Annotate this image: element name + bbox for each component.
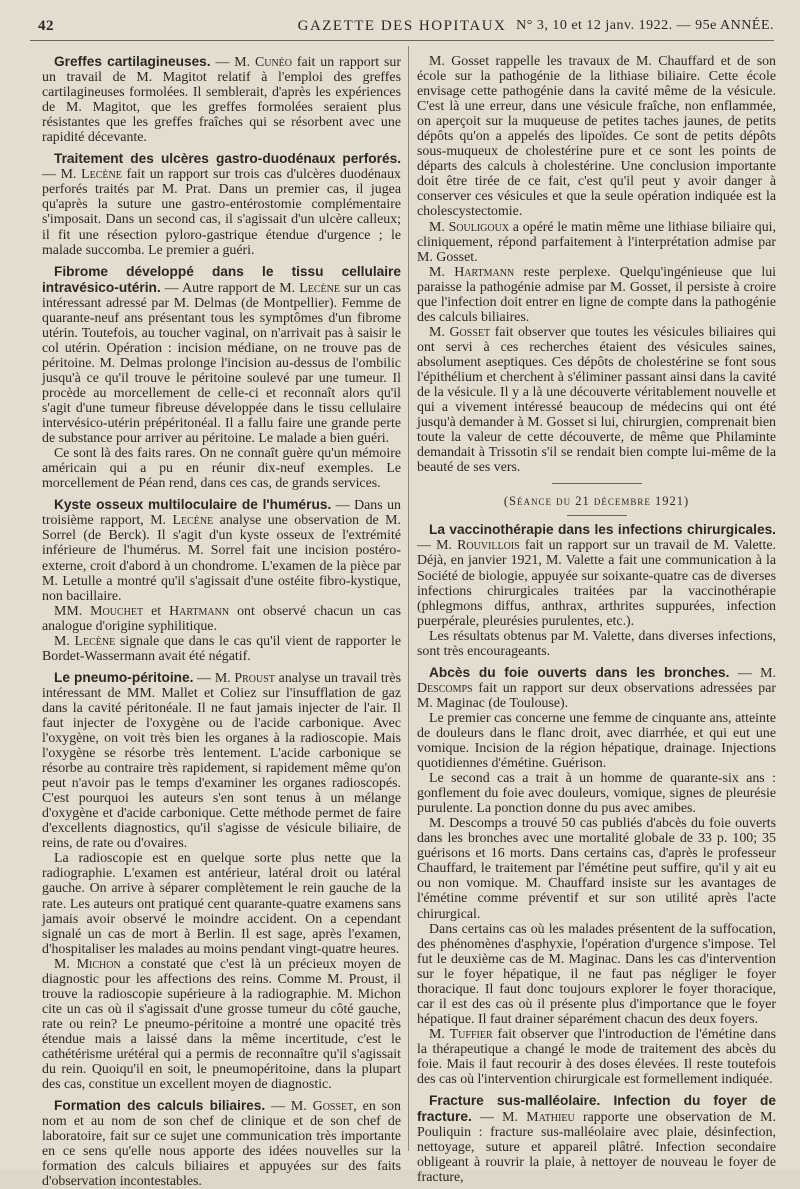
paragraph-lead: M. Descomps a trouvé 50 cas publiés d'abcès du foie ouverts dans les bronches avec une mortalité globale de 33 p. 100; 35 guérisons et 16 morts. Dans certains cas, d'après le professeur Chauffard, le traitement par l'émétine peut suffire, qu'il y ait eu ou non vomique. M. Chauffard insiste sur les avantages de l'émétine comme préventif et sur son utilité après l'acte chirurgical.: [417, 816, 776, 922]
paragraph-text: analyse une observation de M. Sorrel (de Berck). Il s'agit d'un kyste osseux de l'extrémité inférieure de l'humérus. M. Sorrel fait une incision postéro-externe, croit d'abord à un chondrome. L'examen de la pièce par M. Letulle a montré qu'il s'agissait d'une ostéite fibro-kystique, non bacillaire.: [42, 513, 401, 604]
right-column-part-2: [417, 522, 776, 1185]
seance-rule: [567, 515, 627, 516]
paragraph-connector: et: [143, 603, 170, 619]
paragraph-lead: — Dans un troisième rapport, M.: [42, 498, 401, 529]
left-column: [42, 54, 402, 1189]
article-title: Le pneumo-péritoine.: [54, 669, 194, 685]
author-name: Hartmann: [454, 264, 515, 280]
author-name: Michon: [76, 956, 121, 972]
author-name: Cunéo: [254, 55, 292, 70]
paragraph-lead: — M.: [265, 1099, 313, 1115]
paragraph: [417, 629, 776, 659]
paragraph-text: Le premier cas concerne une femme de cinquante ans, atteinte de douleurs dans le flanc droit, avec diarrhée, et qui eut une vomique. Incision de la région hépatique, drainage. Injections quotidiennes d'émétine. Guérison.: [417, 710, 776, 772]
paragraph-lead: M.: [429, 264, 455, 280]
paragraph-text: fait un rapport sur deux observations adressées par M. Maginac (de Toulouse).: [417, 680, 776, 711]
paragraph-text: signale que dans le cas qu'il vient de rapporter le Bordet-Wassermann avait été négatif.: [42, 633, 401, 664]
running-header: [30, 14, 774, 41]
article-title: La vaccinothérapie dans les infections chirurgicales.: [429, 522, 776, 538]
paragraph-text: fait observer que toutes les vésicules biliaires qui ont servi à ces recherches étaient des vésicules saines, absolument aseptiques. Ces dépôts de cholestérine se font sous l'épithélium et cherchent à s'éliminer passant ainsi dans la cavité de la vésicule. Il y a là une découverte véritablement nouvelle et qui a vivement intéressé beaucoup de médecins qui ont été jusqu'à demander à M. Gosset si lui, chirurgien, comprenait bien toute la valeur de cette découverte, de même que Philaminte demandait à Trissotin s'il se rendait bien compte lui-même de la beauté de ses vers.: [417, 324, 776, 476]
article-paragraph: [417, 522, 776, 628]
right-column-part-1: [417, 54, 776, 475]
article-title: Kyste osseux multiloculaire de l'humérus.: [54, 497, 332, 513]
paragraph: [417, 816, 776, 921]
paragraph-lead: M.: [429, 324, 450, 340]
paragraph-text: fait un rapport sur un travail de M. Valette. Déjà, en janvier 1921, M. Valette a fait une communication à la Société de biologie, appuyée sur soixante-quatre cas de diverses infections chirurgicales traitées par la vaccinothérapie (phlegmons diffus, anthrax, arthrites suppurées, infection puerpérale, pleurésies purulentes, etc.).: [417, 538, 776, 629]
right-column: [417, 54, 777, 1186]
paragraph-text: fait un rapport sur un travail de M. Magitot relatif à l'emploi des greffes cartilagineuses formolées. Il semblerait, d'après les expériences de M. Magitot, que les greffes formolées seraient plus résistantes que les greffes fraîches qui se résorbent avec une rapidité décevante.: [42, 55, 401, 146]
paragraph: [417, 1027, 776, 1087]
paragraph-text: La radioscopie est en quelque sorte plus nette que la radiographie. L'examen est antérieur, latéral droit ou latéral gauche. On arrive à séparer complètement le rein gauche de la rate. Les auteurs ont pratiqué cent quarante-quatre examens sans jamais avoir observé le moindre accident. On a cependant signalé un cas de mort à Berlin. Il est sage, après l'examen, d'hospitaliser les malades au moins pendant vingt-quatre heures.: [42, 851, 401, 957]
article-paragraph: [42, 670, 401, 852]
paragraph-lead: — M.: [193, 670, 235, 686]
article-paragraph: [42, 264, 401, 447]
paragraph: [417, 265, 776, 325]
article-paragraph: [417, 1093, 776, 1185]
paragraph: [42, 634, 401, 664]
journal-title: GAZETTE DES HOPITAUX: [297, 18, 507, 34]
paragraph: [42, 957, 401, 1092]
paragraph: [417, 771, 776, 816]
paragraph-lead: — M.: [471, 1110, 527, 1126]
paragraph: [42, 446, 401, 491]
author-name: Lecène: [81, 167, 122, 183]
paragraph-lead: — M.: [42, 167, 82, 183]
article-paragraph: [42, 151, 401, 257]
paragraph-text: a opéré le matin même une lithiase biliaire qui, cliniquement, répond parfaitement à l'interprétation admise par M. Gosset.: [417, 219, 776, 265]
author-name: Descomps: [417, 680, 473, 696]
paragraph-text: sur un cas intéressant adressé par M. Delmas (de Montpellier). Femme de quarante-neuf ans présentant tous les symptômes d'un fibrome utérin. Toutefois, au toucher vaginal, on n'arrivait pas à saisir le col utérin. Opération : incision médiane, on ne trouve pas de péritoine. M. Delmas prolonge l'incision au-dessus de l'ombilic jusqu'à ce qu'il trouve le péritoine soulevé par une tumeur. Il procède au morcellement de celle-ci et reconnaît alors qu'il s'agit d'une tumeur fibreuse développée dans le tissu cellulaire intervésico-utérin prépéritonéal. Il a fallu faire une grande perte de substance pour arriver au péritoine. Le malade a bien guéri.: [42, 280, 401, 447]
author-name: Gosset: [312, 1099, 354, 1115]
paragraph-lead: M.: [54, 633, 75, 649]
paragraph-text: Le second cas a trait à un homme de quarante-six ans : gonflement du foie avec douleurs, vomique, signes de pleurésie purulente. La ponction donne du pus avec amibes.: [417, 771, 776, 817]
author-name: Souligoux: [448, 219, 510, 235]
paragraph-lead: — M.: [210, 55, 255, 70]
article-paragraph: [42, 54, 401, 145]
paragraph-text: ont observé chacun un cas analogue d'origine syphilitique.: [42, 603, 401, 634]
article-title: Formation des calculs biliaires.: [54, 1098, 266, 1114]
paragraph-lead: M.: [429, 1026, 450, 1042]
paragraph-lead: M.: [54, 956, 77, 972]
article-title: Fibrome développé dans le tissu cellulaire intravésico-utérin.: [42, 263, 401, 295]
paragraph-lead: M. Gosset rappelle les travaux de M. Chauffard et de son école sur la pathogénie de la lithiase biliaire. Cette école envisage cette pathogénie dans la cavité même de la vésicule. C'est là une erreur, dans une vésicule fraîche, non enflammée, on aperçoit sur la muqueuse de petites taches jaunes, de petits dépôts qu'on a appelés des lipoïdes. Ce sont de petits dépôts sous-muqueux de cholestérine pure et ce sont les points de départs des calculs à cholestérine. Une conclusion importante doit être tirée de ce fait, c'est qu'il peut y avoir danger à conserver ces vésicules et que la seule opération indiquée est la cholescystectomie.: [417, 54, 776, 220]
author-name: Lecène: [172, 513, 214, 529]
author-name: Hartmann: [169, 603, 230, 619]
paragraph: [417, 54, 776, 220]
paragraph-text: fait observer que l'introduction de l'émétine dans la thérapeutique a changé le mode de traitement des abcès du foie. Mais il faut recourir à des doses élevées. Il reste toutefois des cas où l'intervention chirurgicale est formellement indiquée.: [417, 1026, 777, 1088]
issue-info: N° 3, 10 et 12 janv. 1922. — 95e ANNÉE.: [516, 18, 774, 33]
author-name: Lecène: [299, 280, 340, 296]
author-name: Mathieu: [526, 1110, 575, 1126]
paragraph-text: a constaté que c'est là un précieux moyen de diagnostic pour les affections des reins. Comme M. Proust, il trouve la radioscopie supérieure à la radiographie. M. Michon cite un cas où il s'agissait d'une grosse tumeur du côté gauche, rate ou rein? Le pneumo-péritoine a montré une opacité très étendue mais a laissé dans la même incertitude, c'est le cathétérisme urétéral qui a permis de reconnaître qu'il s'agissait du rein. Quoiqu'il en soit, le pneumopéritoine, dans la plupart des cas, constitue un excellent moyen de diagnostic.: [42, 956, 402, 1093]
author-name: Proust: [234, 670, 275, 686]
paragraph-text: rapporte une observation de M. Pouliquin : fracture sus-malléolaire avec plaie, désinfection, nettoyage, suture et appareil plâtré. Infection secondaire obligeant à rouvrir la plaie, à nettoyer de nouveau le foyer de fracture,: [417, 1110, 776, 1186]
paragraph-lead: — M.: [417, 538, 458, 554]
article-title: Traitement des ulcères gastro-duodénaux perforés.: [54, 151, 401, 167]
author-name: Tuffier: [449, 1026, 493, 1042]
article-title: Fracture sus-malléolaire. Infection du foyer de fracture.: [417, 1093, 776, 1125]
article-title: Abcès du foie ouverts dans les bronches.: [429, 664, 730, 680]
paragraph: [417, 220, 776, 265]
paragraph-text: fait un rapport sur trois cas d'ulcères duodénaux perforés traités par M. Prat. Dans un premier cas, il jugea qu'après la suture une gastro-entérostomie complémentaire s'imposait. Dans un second cas, il s'agissait d'un ulcère calleux; il fit une résection pyloro-gastrique étendue d'urgence ; le malade succomba. Le premier a guéri.: [42, 167, 401, 258]
paragraph-text: reste perplexe. Quelqu'ingénieuse que lui paraisse la pathogénie admise par M. Gosset, il persiste à croire que l'infection doit entrer en ligne de compte dans la pathogénie des calculs biliaires.: [417, 264, 777, 325]
paragraph: [417, 922, 776, 1027]
author-name: Gosset: [449, 324, 491, 340]
paragraph-text: Ce sont là des faits rares. On ne connaît guère qu'un mémoire américain qui a pu en réunir dix-neuf exemples. Le morcellement de Péan rend, dans ces cas, de grands services.: [42, 446, 401, 492]
article-title: Greffes cartilagineuses.: [54, 54, 211, 69]
paragraph: [417, 325, 776, 475]
article-paragraph: [42, 1098, 401, 1189]
seance-heading: (Séance du 21 décembre 1921): [503, 494, 690, 509]
column-divider: [408, 46, 409, 1151]
author-name: Rouvillois: [457, 538, 520, 554]
article-paragraph: [417, 665, 776, 711]
paragraph-text: , en son nom et au nom de son chef de clinique et de son chef de laboratoire, fait sur ce sujet une communication très importante en ce sens qu'elle nous apporte des idées nouvelles sur la formation des calculs biliaires et appuyées sur des faits d'observation incontestables.: [42, 1099, 401, 1189]
paragraph-text: Les résultats obtenus par M. Valette, dans diverses infections, sont très encourageants.: [417, 628, 776, 659]
author-name: Mouchet: [90, 603, 144, 619]
paragraph-text: analyse un travail très intéressant de MM. Mallet et Coliez sur l'insufflation de gaz dans la cavité péritonéale. Il ne faut jamais injecter de l'air. Il faut injecter de l'oxygène ou de l'acide carbonique. Avec l'oxygène, on voit très bien les organes à la radioscopie. Mais l'oxygène se résorbe très lentement. L'acide carbonique se résorbe au contraire très rapidement, si rapidement même qu'on peut n'avoir pas le temps d'examiner les organes radioscopés. C'est pourquoi les auteurs s'en sont tenus à un mélange d'oxygène et d'acide carbonique. Cette méthode permet de faire d'excellents diagnostics, qu'il s'agisse de vésicule biliaire, de reins, de rate ou d'ovaires.: [42, 670, 401, 852]
article-paragraph: [42, 497, 401, 603]
section-rule: [552, 483, 642, 484]
paragraph-lead: — M.: [729, 665, 776, 681]
paragraph: [42, 604, 401, 634]
paragraph: [42, 851, 401, 956]
paragraph: [417, 711, 776, 771]
author-name: Lecène: [74, 633, 116, 649]
paragraph-text: Dans certains cas où les malades présentent de la suffocation, des phénomènes d'asphyxie, l'opération d'urgence s'impose. Tel fut le deuxième cas de M. Maginac. Dans les cas d'intervention sur le foyer hépatique, il ne faut pas négliger le foyer thoracique. Il faut donc toujours explorer le foyer thoracique, car il est des cas où il présente plus d'importance que le foyer hépatique. Il faut drainer séparément chacun des deux foyers.: [417, 921, 776, 1027]
page-number: 42: [38, 18, 54, 34]
paragraph-lead: M.: [429, 219, 449, 235]
paragraph-lead: MM.: [54, 603, 91, 619]
paragraph-lead: — Autre rapport de M.: [160, 280, 300, 296]
